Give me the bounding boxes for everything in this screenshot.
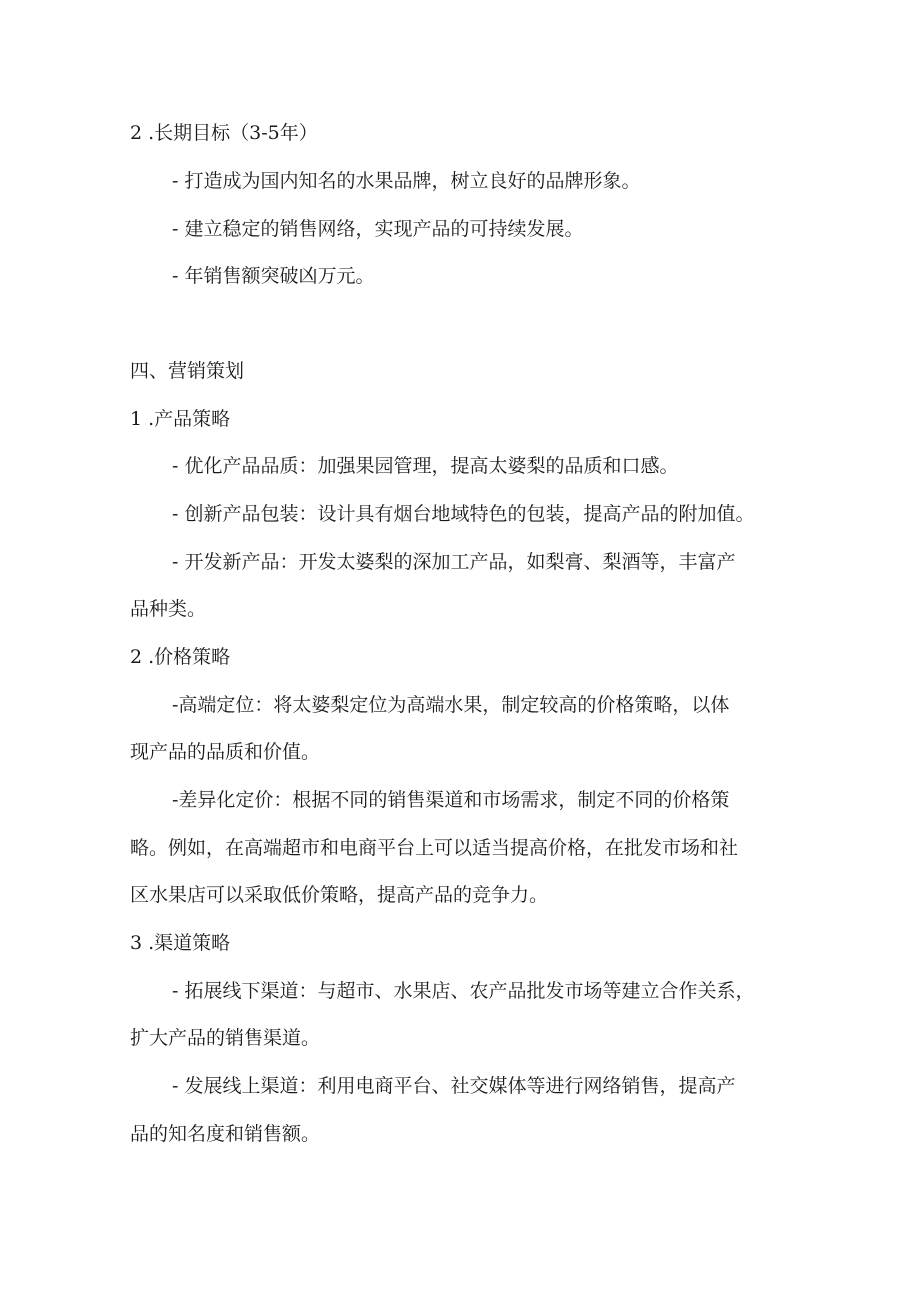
product-item-2: - 创新产品包装：设计具有烟台地域特色的包装，提高产品的附加值。	[172, 503, 755, 525]
price-item-2-line-1: -差异化定价：根据不同的销售渠道和市场需求，制定不同的价格策	[172, 789, 730, 811]
channel-item-2-line-1: - 发展线上渠道：利用电商平台、社交媒体等进行网络销售，提高产	[172, 1075, 736, 1097]
product-item-3-line-1: - 开发新产品：开发太婆梨的深加工产品，如梨膏、梨酒等，丰富产	[172, 551, 736, 573]
channel-item-2-line-2: 品的知名度和销售额。	[130, 1123, 321, 1145]
channel-item-1-line-1: - 拓展线下渠道：与超市、水果店、农产品批发市场等建立合作关系，	[172, 980, 755, 1002]
channel-item-1-line-2: 扩大产品的销售渠道。	[130, 1027, 321, 1049]
product-strategy-heading: 1 .产品策略	[130, 408, 231, 430]
price-item-1-line-2: 现产品的品质和价值。	[130, 741, 321, 763]
price-strategy-heading: 2 .价格策略	[130, 646, 231, 668]
price-item-2-line-3: 区水果店可以采取低价策略，提高产品的竞争力。	[130, 884, 549, 906]
price-item-1-line-1: -高端定位：将太婆梨定位为高端水果，制定较高的价格策略，以体	[172, 694, 730, 716]
product-item-3-line-2: 品种类。	[130, 598, 207, 620]
channel-strategy-heading: 3 .渠道策略	[130, 932, 231, 954]
price-item-2-line-2: 略。例如，在高端超市和电商平台上可以适当提高价格，在批发市场和社	[130, 837, 739, 859]
product-item-1: - 优化产品品质：加强果园管理，提高太婆梨的品质和口感。	[172, 455, 679, 477]
long-term-heading: 2 .长期目标（3-5年）	[130, 122, 318, 144]
section-heading-marketing: 四、营销策划	[130, 360, 245, 382]
long-term-item-2: - 建立稳定的销售网络，实现产品的可持续发展。	[172, 218, 584, 240]
long-term-item-3: - 年销售额突破凶万元。	[172, 265, 375, 287]
long-term-item-1: - 打造成为国内知名的水果品牌，树立良好的品牌形象。	[172, 170, 641, 192]
